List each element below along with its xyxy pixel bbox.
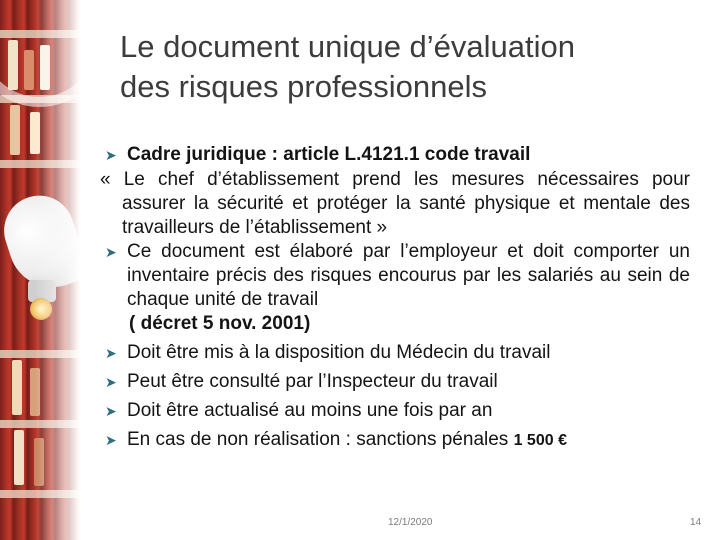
footer-date: 12/1/2020 [388, 517, 433, 528]
bottle [12, 360, 22, 415]
legal-quote [100, 168, 690, 240]
legal-article: article L.4121.1 code travail [283, 144, 531, 165]
penalty-amount: 1 500 € [513, 432, 567, 449]
list-item [105, 341, 690, 365]
bullet-arrow-icon: ➤ [105, 244, 117, 260]
legal-framework-label: Cadre juridique : [127, 144, 284, 165]
title-line-2: des risques professionnels [120, 69, 488, 104]
bullet-text: Doit être mis à la disposition du Médecin du travail [127, 342, 551, 363]
slide-body [100, 143, 690, 453]
list-item [105, 370, 690, 394]
list-item [105, 240, 690, 312]
bullet-arrow-icon: ➤ [105, 432, 117, 448]
decree-text: ( décret 5 nov. 2001) [129, 313, 311, 334]
page-number: 14 [690, 517, 702, 528]
decorative-ring [0, 0, 107, 107]
list-item [105, 399, 690, 423]
list-item [105, 143, 690, 167]
bullet-text: Ce document est élaboré par l’employeur et doit comporter un inventaire précis des risques encourus par les salariés au sein de chaque unité de travail [127, 241, 690, 310]
bottle [10, 105, 20, 155]
bullet-arrow-icon: ➤ [105, 345, 117, 361]
bullet-text: Doit être actualisé au moins une fois par an [127, 400, 493, 421]
list-item [105, 428, 690, 453]
bullet-arrow-icon: ➤ [105, 147, 117, 163]
slide-title [120, 27, 710, 107]
bullet-arrow-icon: ➤ [105, 374, 117, 390]
legal-quote-text: « Le chef d’établissement prend les mesures nécessaires pour assurer la sécurité et protéger la santé physique et mentale des travailleurs de l’établissement » [100, 169, 690, 238]
bullet-text: En cas de non réalisation : sanctions pénales [127, 429, 514, 450]
bullet-arrow-icon: ➤ [105, 403, 117, 419]
decree-reference [105, 312, 690, 336]
bullet-text: Peut être consulté par l’Inspecteur du travail [127, 371, 498, 392]
bottle [14, 430, 24, 485]
title-line-1: Le document unique d’évaluation [120, 29, 576, 64]
